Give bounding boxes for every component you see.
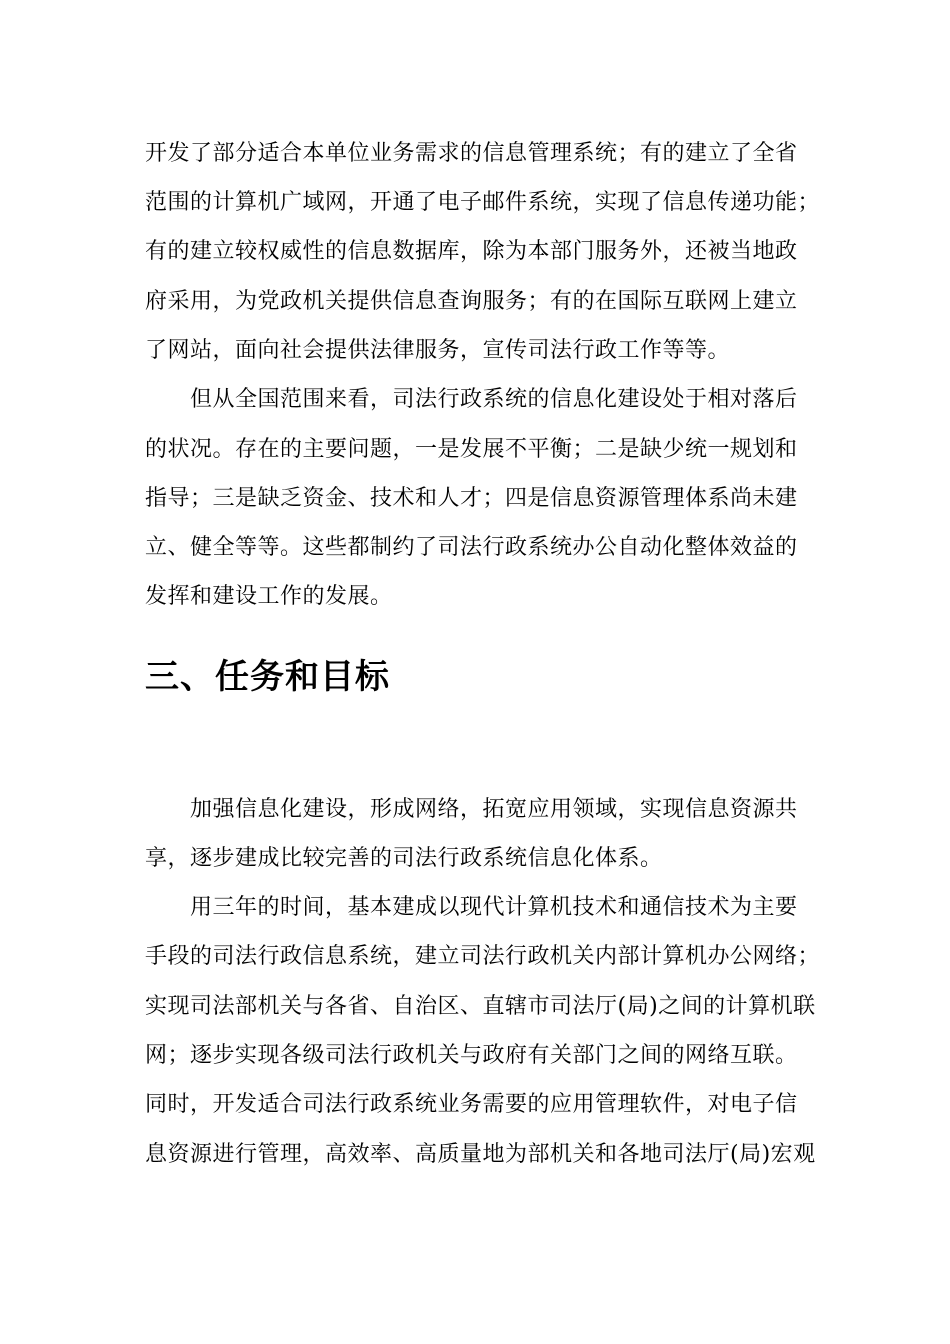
paragraph-1-line-3: 有的建立较权威性的信息数据库，除为本部门服务外，还被当地政 — [145, 239, 798, 264]
paragraph-1-line-5: 了网站，面向社会提供法律服务，宣传司法行政工作等等。 — [145, 338, 731, 363]
paragraph-2-line-3: 指导；三是缺乏资金、技术和人才；四是信息资源管理体系尚未建 — [145, 486, 798, 511]
paragraph-2-line-2: 的状况。存在的主要问题，一是发展不平衡；二是缺少统一规划和 — [145, 437, 798, 462]
paragraph-4-line-3: 实现司法部机关与各省、自治区、直辖市司法厅(局)之间的计算机联 — [145, 994, 816, 1019]
paragraph-4-line-2: 手段的司法行政信息系统，建立司法行政机关内部计算机办公网络； — [145, 944, 821, 969]
paragraph-1-line-2: 范围的计算机广域网，开通了电子邮件系统，实现了信息传递功能； — [145, 190, 821, 215]
paragraph-4-line-4: 网；逐步实现各级司法行政机关与政府有关部门之间的网络互联。 — [145, 1043, 798, 1068]
paragraph-4-line-6: 息资源进行管理，高效率、高质量地为部机关和各地司法厅(局)宏观 — [145, 1142, 816, 1167]
paragraph-3-line-2: 享，逐步建成比较完善的司法行政系统信息化体系。 — [145, 846, 663, 871]
paragraph-4-line-5: 同时，开发适合司法行政系统业务需要的应用管理软件，对电子信 — [145, 1092, 798, 1117]
paragraph-2-line-5: 发挥和建设工作的发展。 — [145, 584, 393, 609]
paragraph-2-line-4: 立、健全等等。这些都制约了司法行政系统办公自动化整体效益的 — [145, 535, 798, 560]
paragraph-3-line-1: 加强信息化建设，形成网络，拓宽应用领域，实现信息资源共 — [190, 797, 798, 822]
paragraph-1-line-4: 府采用，为党政机关提供信息查询服务；有的在国际互联网上建立 — [145, 289, 798, 314]
section-heading: 三、任务和目标 — [145, 657, 390, 697]
paragraph-2-line-1: 但从全国范围来看，司法行政系统的信息化建设处于相对落后 — [190, 387, 798, 412]
paragraph-1-line-1: 开发了部分适合本单位业务需求的信息管理系统；有的建立了全省 — [145, 141, 798, 166]
paragraph-4-line-1: 用三年的时间，基本建成以现代计算机技术和通信技术为主要 — [190, 895, 798, 920]
